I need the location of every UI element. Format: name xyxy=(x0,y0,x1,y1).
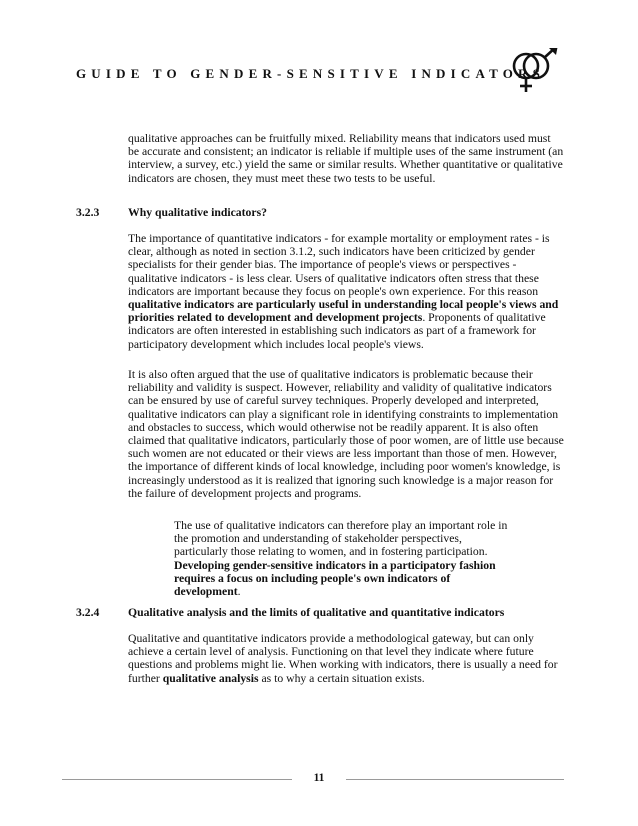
paragraph-text: as to why a certain situation exists. xyxy=(258,671,425,685)
paragraph-text: Qualitative and quantitative indicators provide a methodological gateway, but can only achieve a certain level of analysis. Functioning on that level they indicate where future questions and problems might lie. When working with indicators, there is usually a need for further xyxy=(128,632,558,685)
paragraph-text: The importance of quantitative indicators - for example mortality or employment rates - is clear, although as noted in section 3.1.2, such indicators have been criticized by gender specialists for their gender bias. The importance of people's views or perspectives - qualitative indicators - is less clear. Users of qualitative indicators often stress that these indicators are important because they focus on people's own experience. For this reason xyxy=(128,232,550,298)
section-number: 3.2.3 xyxy=(76,206,100,219)
intro-paragraph: qualitative approaches can be fruitfully mixed. Reliability means that indicators used must be accurate and consistent; an indicator is reliable if multiple uses of the same instrument (an interview, a survey, etc.) yield the same or similar results. Whether quantitative or qualitative indicators are chosen, they must meet these two tests to be useful. xyxy=(128,132,564,185)
quote-text: The use of qualitative indicators can therefore play an important role in the promotion and understanding of stakeholder perspectives, particularly those relating to women, and in fostering participation. xyxy=(174,519,508,559)
footer-rule-right xyxy=(346,779,564,780)
page-header xyxy=(76,58,576,98)
footer-rule-left xyxy=(62,779,292,780)
section-number: 3.2.4 xyxy=(76,606,100,619)
section-3-2-4-paragraph-1 xyxy=(128,632,564,685)
indented-block-quote xyxy=(174,519,514,598)
section-title: Qualitative analysis and the limits of qualitative and quantitative indicators xyxy=(128,606,505,619)
section-3-2-3-paragraph-1 xyxy=(128,232,564,351)
section-title: Why qualitative indicators? xyxy=(128,206,267,219)
emphasis-text: qualitative analysis xyxy=(162,671,259,685)
section-3-2-3-paragraph-2: It is also often argued that the use of qualitative indicators is problematic because their reliability and validity is suspect. However, reliability and validity of qualitative indicators can be ensured by use of careful survey techniques. Properly developed and interpreted, qualitative indicators can play a significant role in identifying constraints to implementation and obstacles to success, which would otherwise not be readily apparent. It is also often claimed that qualitative indicators, particularly those of poor women, are of little use because such women are not educated or their views are less important than those of men. However, the importance of different kinds of local knowledge, including poor women's knowledge, is increasingly understood as it is realized that ignoring such knowledge is a major reason for the failure of development projects and programs. xyxy=(128,368,564,500)
quote-text: . xyxy=(237,585,241,599)
male-female-symbol-icon xyxy=(510,48,568,98)
emphasis-text: qualitative indicators are particularly useful in understanding local people's views and priorities related to development and development projects xyxy=(128,298,559,325)
paragraph-text: . Proponents of qualitative indicators are often interested in establishing such indicators as part of a framework for participatory development which includes local people's views. xyxy=(128,311,546,351)
running-title: GUIDE TO GENDER-SENSITIVE INDICATORS xyxy=(76,66,546,81)
page-number: 11 xyxy=(313,772,325,784)
quote-emphasis: Developing gender-sensitive indicators in a participatory fashion requires a focus on including people's own indicators of development xyxy=(174,558,496,599)
